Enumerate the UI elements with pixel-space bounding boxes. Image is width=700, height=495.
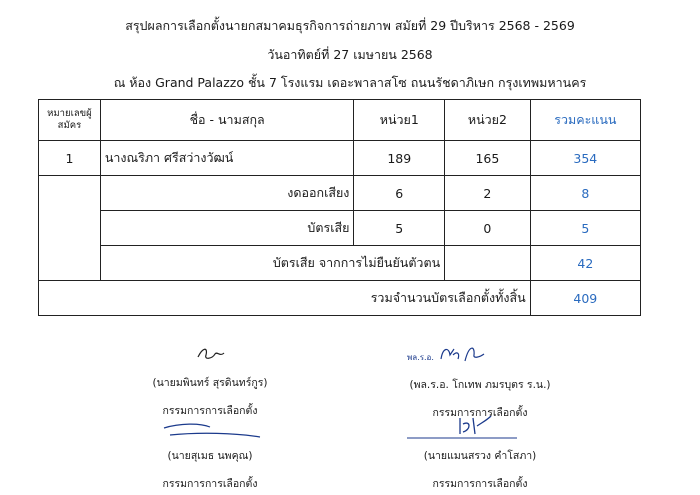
candidate-unit2: 165	[445, 141, 531, 176]
abstain-label: งดออกเสียง	[100, 176, 354, 211]
empty-cell	[39, 211, 101, 246]
candidate-unit1: 189	[354, 141, 445, 176]
abstain-unit2: 2	[445, 176, 531, 211]
signature-block-1	[125, 374, 295, 419]
spoiled-total: 5	[530, 211, 640, 246]
signature-mark-1	[195, 345, 227, 363]
header-candidate-number: หมายเลขผู้สมัคร	[39, 100, 101, 141]
signature-mark-2	[405, 343, 490, 367]
results-table	[38, 99, 641, 316]
candidate-name: นางณริภา ศรีสว่างวัฒน์	[100, 141, 354, 176]
table-row	[39, 176, 641, 211]
signature-block-4	[385, 447, 575, 492]
abstain-unit1: 6	[354, 176, 445, 211]
spoiled-unit2: 0	[445, 211, 531, 246]
header-unit2: หน่วย2	[445, 100, 531, 141]
signature-block-2	[385, 376, 575, 421]
candidate-total: 354	[530, 141, 640, 176]
signatory-role: กรรมการการเลือกตั้ง	[432, 478, 528, 490]
signatory-role: กรรมการการเลือกตั้ง	[162, 405, 258, 417]
empty-cell	[445, 246, 531, 281]
signatory-name: (นายมพินทร์ สุรดินทร์กูร)	[152, 377, 268, 389]
header-total: รวมคะแนน	[530, 100, 640, 141]
spoiled-unverified-label: บัตรเสีย จากการไม่ยืนยันตัวตน	[100, 246, 444, 281]
election-venue: ณ ห้อง Grand Palazzo ชั้น 7 โรงแรม เดอะพาลาสโซ ถนนรัชดาภิเษก กรุงเทพมหานคร	[113, 75, 587, 90]
signatory-role: กรรมการการเลือกตั้ง	[162, 478, 258, 490]
header-unit1: หน่วย1	[354, 100, 445, 141]
spoiled-unverified-total: 42	[530, 246, 640, 281]
election-date: วันอาทิตย์ที่ 27 เมษายน 2568	[267, 47, 433, 62]
table-row	[39, 141, 641, 176]
signature-prefix-stamp: พล.ร.อ.	[407, 353, 434, 362]
header-name: ชื่อ - นามสกุล	[100, 100, 354, 141]
empty-cell	[39, 176, 101, 211]
candidate-number: 1	[39, 141, 101, 176]
signatory-name: (นายแมนสรวง คำโสภา)	[423, 450, 537, 462]
spoiled-label: บัตรเสีย	[100, 211, 354, 246]
empty-cell	[39, 246, 101, 281]
grand-total-label: รวมจำนวนบัตรเลือกตั้งทั้งสิ้น	[39, 281, 531, 316]
spoiled-unit1: 5	[354, 211, 445, 246]
table-header-row	[39, 100, 641, 141]
signatory-role: กรรมการการเลือกตั้ง	[432, 407, 528, 419]
signature-block-3	[125, 447, 295, 492]
signatory-name: (นายสุเมธ นพคุณ)	[167, 450, 253, 462]
document-title: สรุปผลการเลือกตั้งนายกสมาคมธุรกิจการถ่ายภาพ สมัยที่ 29 ปีบริหาร 2568 - 2569	[125, 18, 575, 33]
abstain-total: 8	[530, 176, 640, 211]
table-row	[39, 281, 641, 316]
grand-total-value: 409	[530, 281, 640, 316]
signature-mark-3	[150, 420, 265, 442]
table-row	[39, 211, 641, 246]
signatory-name: (พล.ร.อ. โกเทพ ภมรบุตร ร.น.)	[409, 379, 551, 391]
table-row	[39, 246, 641, 281]
